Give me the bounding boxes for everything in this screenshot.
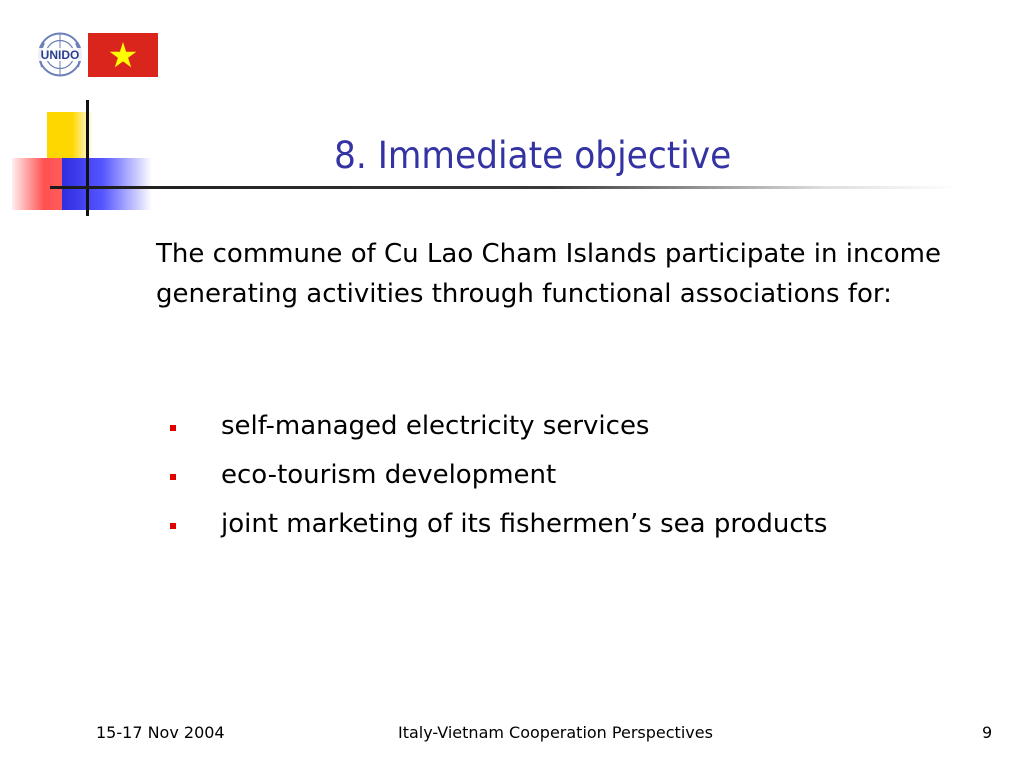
header-logos bbox=[32, 31, 160, 78]
bullet-text: self-managed electricity services bbox=[221, 411, 650, 441]
slide-number: 9 bbox=[982, 723, 993, 742]
intro-paragraph: The commune of Cu Lao Cham Islands participate in income generating activities through functional associations for: bbox=[156, 239, 941, 309]
bullet-item bbox=[170, 455, 827, 504]
bullet-square-icon bbox=[170, 474, 176, 480]
bullet-square-icon bbox=[170, 425, 176, 431]
unido-logo bbox=[32, 31, 88, 78]
slide-title: 8. Immediate objective bbox=[334, 134, 732, 177]
footer-date: 15-17 Nov 2004 bbox=[96, 723, 225, 742]
bullet-item bbox=[170, 504, 827, 553]
vietnam-flag-icon bbox=[88, 33, 158, 77]
title-underline bbox=[50, 186, 960, 189]
bullet-text: eco-tourism development bbox=[221, 460, 557, 490]
bullet-text: joint marketing of its fishermen’s sea products bbox=[221, 509, 828, 539]
title-decoration bbox=[10, 98, 140, 218]
unido-logo-text: UNIDO bbox=[40, 48, 80, 62]
decor-vertical-line bbox=[86, 100, 89, 216]
bullet-square-icon bbox=[170, 523, 176, 529]
bullet-list bbox=[170, 406, 827, 553]
decor-blue-square bbox=[62, 158, 152, 210]
footer-title: Italy-Vietnam Cooperation Perspectives bbox=[398, 723, 713, 742]
bullet-item bbox=[170, 406, 827, 455]
